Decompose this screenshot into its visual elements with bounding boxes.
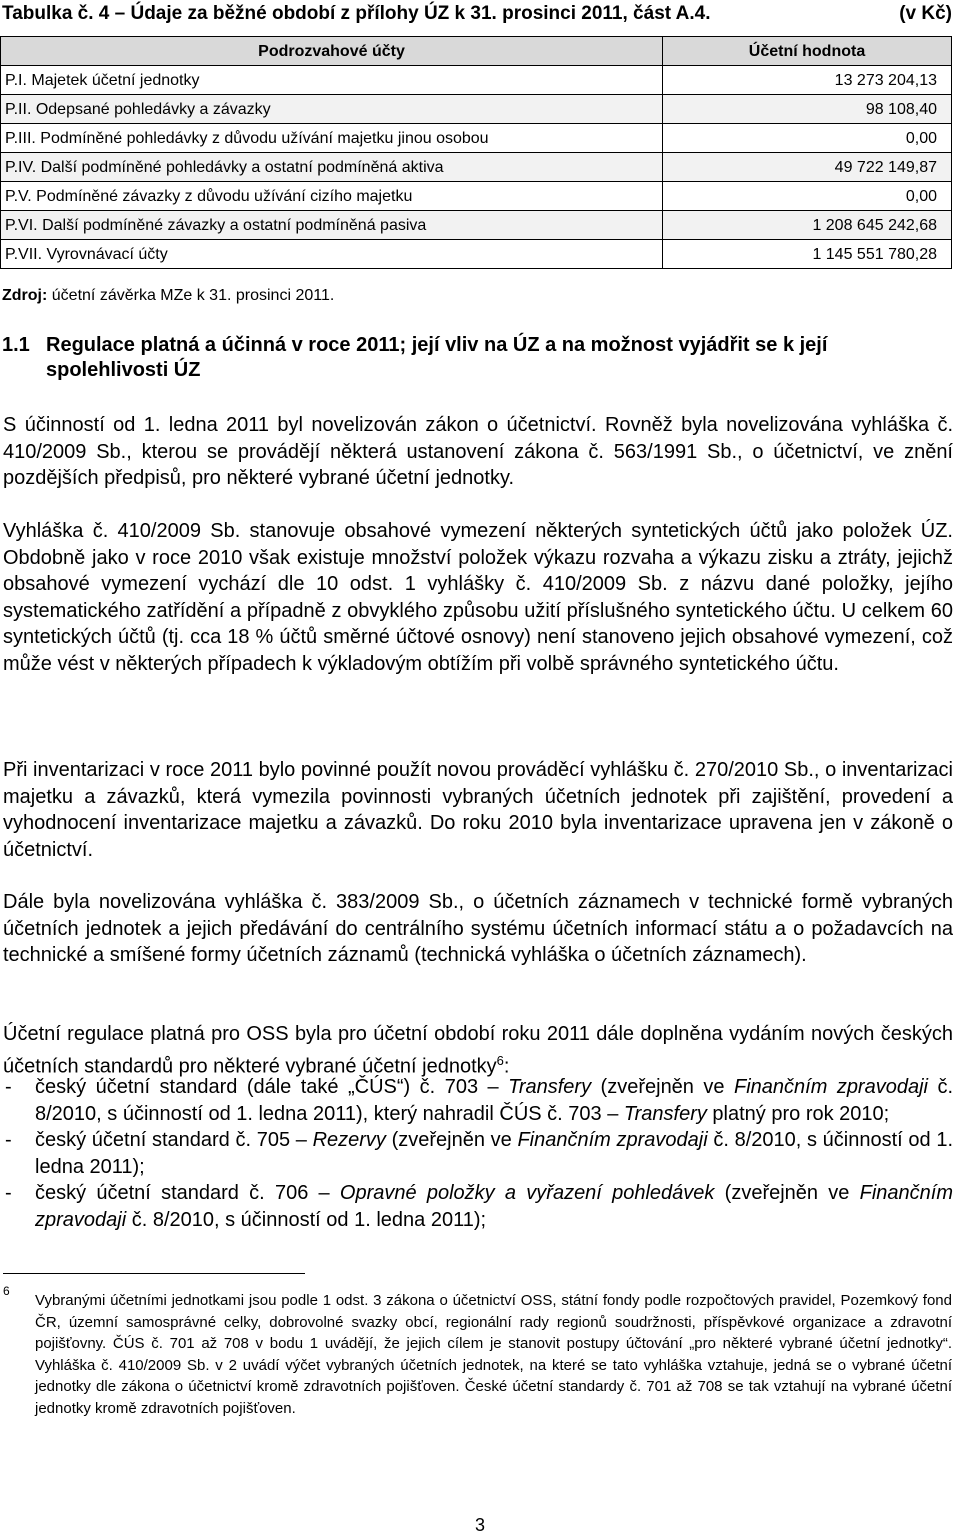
source-label: Zdroj: <box>2 287 48 304</box>
row-label: P.VII. Vyrovnávací účty <box>1 240 663 269</box>
list-item <box>3 1180 953 1233</box>
row-label: P.II. Odepsané pohledávky a závazky <box>1 95 663 124</box>
table-source <box>2 287 334 305</box>
paragraph-text: Dále byla novelizována vyhláška č. 383/2009 Sb., o účetních záznamech v technické formě vybraných účetních jednotek a jejich předávání do centrálního systému účetních informací státu a o požadavcích na technické a smíšené formy účetních záznamů (technická vyhláška o účetních záznamech). <box>3 891 953 966</box>
table-row <box>1 182 952 211</box>
item-italic: Finančním zpravodaji <box>733 1076 928 1098</box>
list-item <box>3 1127 953 1180</box>
row-label: P.V. Podmíněné závazky z důvodu užívání cizího majetku <box>1 182 663 211</box>
table-row <box>1 95 952 124</box>
table-row <box>1 66 952 95</box>
section-number: 1.1 <box>2 334 30 356</box>
section-title: Regulace platná a účinná v roce 2011; její vliv na ÚZ a na možnost vyjádřit se k její spolehlivosti ÚZ <box>46 334 828 381</box>
dash-bullet: - <box>5 1076 12 1098</box>
table-unit: (v Kč) <box>899 3 952 24</box>
dash-bullet: - <box>5 1129 12 1151</box>
row-value: 98 108,40 <box>663 95 952 124</box>
paragraph-text: S účinností od 1. ledna 2011 byl novelizován zákon o účetnictví. Rovněž byla novelizována vyhláška č. 410/2009 Sb., kterou se provádějí některá ustanovení zákona č. 563/1991 Sb., o účetnictví, ve znění pozdějších předpisů, pro některé vybrané účetní jednotky. <box>3 414 953 489</box>
source-text: účetní závěrka MZe k 31. prosinci 2011. <box>51 287 335 304</box>
table-header-row <box>1 37 952 66</box>
item-italic: Opravné položky a vyřazení pohledávek <box>339 1182 715 1204</box>
footnote-separator <box>3 1273 305 1274</box>
row-value: 49 722 149,87 <box>663 153 952 182</box>
paragraph-body: Účetní regulace platná pro OSS byla pro účetní období roku 2011 dále doplněna vydáním nových českých účetních standardů pro některé vybrané účetní jednotky <box>3 1023 953 1078</box>
section-heading <box>2 333 954 383</box>
paragraph-4 <box>3 889 953 969</box>
item-text: platný pro rok 2010; <box>706 1102 890 1125</box>
row-label: P.IV. Další podmíněné pohledávky a ostatní podmíněná aktiva <box>1 153 663 182</box>
item-text: (zveřejněn ve <box>385 1129 518 1151</box>
row-value: 0,00 <box>663 182 952 211</box>
item-text: český účetní standard (dále také „ČÚS“) č. 703 – <box>35 1076 509 1098</box>
table-row <box>1 240 952 269</box>
row-value: 0,00 <box>663 124 952 153</box>
item-italic: Rezervy <box>312 1129 386 1151</box>
row-label: P.III. Podmíněné pohledávky z důvodu užívání majetku jinou osobou <box>1 124 663 153</box>
item-text: český účetní standard č. 706 – <box>35 1182 340 1204</box>
paragraph-1 <box>3 412 953 492</box>
table-row <box>1 153 952 182</box>
item-text: (zveřejněn ve <box>591 1076 734 1098</box>
row-label: P.VI. Další podmíněné závazky a ostatní podmíněná pasiva <box>1 211 663 240</box>
footnote-reference[interactable]: 6 <box>496 1052 504 1068</box>
page-number: 3 <box>474 1515 485 1535</box>
paragraph-text: Vyhláška č. 410/2009 Sb. stanovuje obsahové vymezení některých syntetických účtů jako položek ÚZ. Obdobně jako v roce 2010 však existuje množství položek výkazu rozvaha a výkazu zisku a ztráty, jejichž obsahové vymezení vychází dle 10 odst. 1 vyhlášky č. 410/2009 Sb. z názvu dané položky, jejího systematického zatřídění a případně z obvyklého způsobu užití příslušného syntetického účtu. U celkem 60 syntetických účtů (tj. cca 18 % účtů směrné účtové osnovy) není stanoveno jejich obsahové vymezení, což může vést v některých případech k výkladovým obtížím při volbě správného syntetického účtu. <box>3 520 953 675</box>
dash-bullet: - <box>5 1182 12 1204</box>
item-italic: Transfery <box>623 1102 707 1125</box>
footnote-text: Vybranými účetními jednotkami jsou podle 1 odst. 3 zákona o účetnictví OSS, státní fondy podle rozpočtových pravidel, Pozemkový fond ČR, územní samosprávné celky, dobrovolné svazky obcí, regionální rady regionů soudržnosti, příspěvkové organizace a zdravotní pojišťovny. ČÚS č. 701 až 708 v bodu 1 uvádějí, že jejich cílem je stanovit postupy účtování „pro některé vybrané účetní jednotky“. Vyhláška č. 410/2009 Sb. v 2 uvádí výčet vybraných účetních jednotek, na které se tato vyhláška vztahuje, jedná se o vybrané účetní jednotky dle zákona o účetnictví kromě zdravotních pojišťoven. České účetní standardy č. 701 až 708 se tak vztahují na vybrané účetní jednotky kromě zdravotních pojišťoven. <box>35 1292 952 1417</box>
footnote-mark: 6 <box>3 1284 10 1298</box>
list-item <box>3 1074 953 1127</box>
item-italic: Finančním zpravodaji <box>35 1182 954 1231</box>
paragraph-text: Při inventarizaci v roce 2011 bylo povinné použít novou prováděcí vyhlášku č. 270/2010 Sb., o inventarizaci majetku a závazků, která vymezila povinnosti vybraných účetních jednotek při zajištění, provedení a vyhodnocení inventarizace majetku a závazků. Do roku 2010 byla inventarizace upravena jen v zákoně o účetnictví. <box>3 759 953 861</box>
table-title: Tabulka č. 4 – Údaje za běžné období z přílohy ÚZ k 31. prosinci 2011, část A.4. <box>2 3 711 24</box>
row-value: 1 145 551 780,28 <box>663 240 952 269</box>
item-italic: Transfery <box>508 1076 592 1098</box>
paragraph-3 <box>3 757 953 863</box>
paragraph-2 <box>3 518 953 677</box>
row-value: 1 208 645 242,68 <box>663 211 952 240</box>
row-value: 13 273 204,13 <box>663 66 952 95</box>
item-text: (zveřejněn ve <box>714 1182 860 1204</box>
item-text: český účetní standard č. 705 – <box>35 1129 313 1151</box>
paragraph-tail: : <box>503 1055 510 1078</box>
item-text: č. 8/2010, s účinností od 1. ledna 2011), který nahradil ČÚS č. 703 – <box>35 1076 954 1125</box>
row-label: P.I. Majetek účetní jednotky <box>1 66 663 95</box>
item-text: č. 8/2010, s účinností od 1. ledna 2011); <box>35 1129 954 1178</box>
off-balance-table <box>0 36 952 269</box>
item-text: č. 8/2010, s účinností od 1. ledna 2011); <box>126 1208 487 1231</box>
column-header-value: Účetní hodnota <box>663 37 952 66</box>
item-italic: Finančním zpravodaji <box>517 1129 708 1151</box>
table-caption <box>2 2 954 26</box>
table-row <box>1 124 952 153</box>
standards-list <box>3 1074 953 1233</box>
paragraph-text <box>3 1021 953 1080</box>
paragraph-5 <box>3 1021 953 1080</box>
table-row <box>1 211 952 240</box>
column-header-accounts: Podrozvahové účty <box>1 37 663 66</box>
